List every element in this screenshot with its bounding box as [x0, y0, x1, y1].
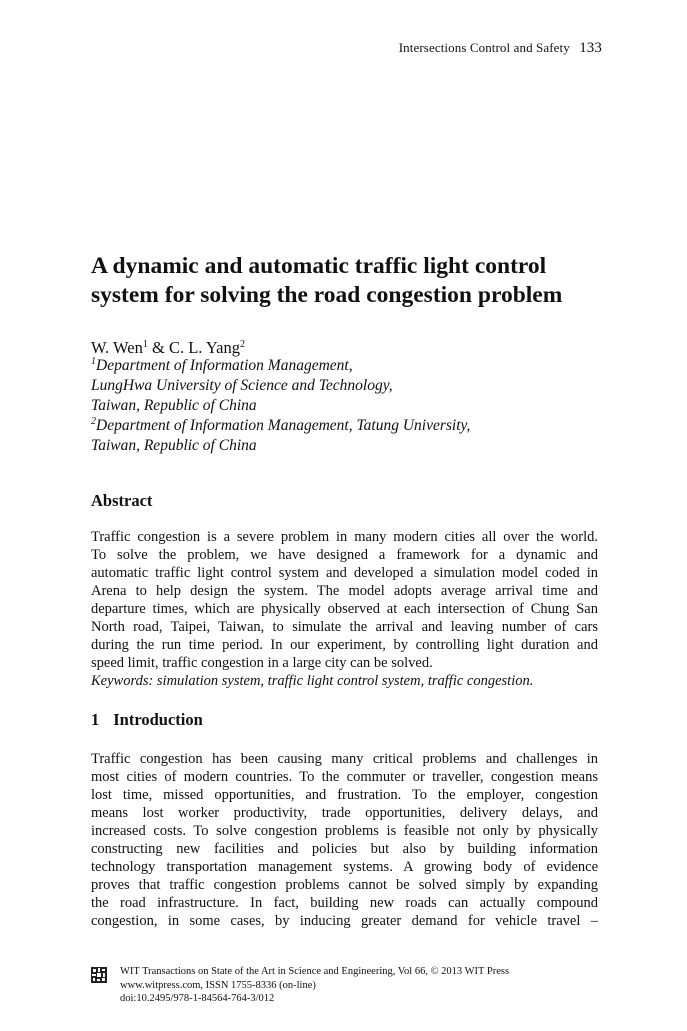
affiliation-line — [91, 416, 611, 436]
paper-title-line-1: A dynamic and automatic traffic light control — [91, 253, 547, 279]
affiliation-text: Department of Information Management, Tatung University, — [96, 417, 471, 434]
abstract-heading: Abstract — [91, 491, 153, 510]
keywords: Keywords: simulation system, traffic light control system, traffic congestion. — [91, 673, 534, 689]
footer-line-2: www.witpress.com, ISSN 1755-8336 (on-line) — [120, 979, 316, 991]
affiliation-line — [91, 376, 611, 396]
abstract-line: automatic traffic light control system and developed a simulation model coded in — [91, 565, 598, 581]
introduction-line: most cities of modern countries. To the commuter or traveller, congestion means — [91, 769, 598, 785]
author-separator: & — [147, 338, 169, 357]
paper-title-line-2: system for solving the road congestion problem — [91, 282, 563, 308]
abstract-line: departure times, which are physically observed at each intersection of Chung San — [91, 601, 598, 617]
section-title: Introduction — [113, 710, 203, 729]
abstract-line: Arena to help design the system. The model adopts average arrival time and — [91, 583, 598, 599]
introduction-line: the road infrastructure. In fact, building new roads can actually compound — [91, 895, 598, 911]
affiliation-line — [91, 396, 611, 416]
affiliation-mark: 1 — [91, 356, 96, 367]
abstract-body — [91, 528, 598, 690]
running-head-title: Intersections Control and Safety — [398, 40, 570, 55]
abstract-line: during the run time period. In our experiment, by controlling light duration and — [91, 637, 598, 653]
section-number: 1 — [91, 710, 100, 729]
author-2: C. L. Yang — [168, 338, 240, 357]
footer-text — [120, 965, 509, 992]
abstract-line: speed limit, traffic congestion in a large city can be solved. — [91, 655, 433, 671]
author-2-affil-mark: 2 — [240, 339, 245, 350]
author-1: W. Wen — [91, 338, 143, 357]
authors — [91, 338, 245, 358]
affiliation-mark: 2 — [91, 416, 96, 427]
introduction-body — [91, 750, 598, 930]
introduction-line: constructing new facilities and policies but also by building information — [91, 841, 598, 857]
wit-press-logo-icon — [91, 967, 107, 983]
doi: doi:10.2495/978-1-84564-764-3/012 — [120, 993, 275, 1004]
introduction-line: proves that traffic congestion problems cannot be solved simply by expanding — [91, 877, 598, 893]
page-number: 133 — [579, 40, 602, 56]
affiliations — [91, 356, 611, 456]
introduction-line: lost time, missed opportunities, and frustration. To the employer, congestion — [91, 787, 598, 803]
introduction-line: congestion, in some cases, by inducing greater demand for vehicle travel – — [91, 913, 598, 929]
abstract-line: Traffic congestion is a severe problem in many modern cities all over the world. — [91, 529, 598, 545]
running-head — [399, 40, 602, 57]
affiliation-text: LungHwa University of Science and Technology, — [91, 377, 393, 394]
affiliation-line — [91, 436, 611, 456]
affiliation-text: Taiwan, Republic of China — [91, 437, 257, 454]
author-1-affil-mark: 1 — [142, 339, 148, 350]
introduction-heading — [91, 710, 203, 730]
introduction-line: Traffic congestion has been causing many critical problems and challenges in — [91, 751, 598, 767]
introduction-line: technology transportation management systems. A growing body of evidence — [91, 859, 598, 875]
abstract-line: North road, Taipei, Taiwan, to simulate the arrival and leaving number of cars — [91, 619, 598, 635]
abstract-line: To solve the problem, we have designed a framework for a dynamic and — [91, 547, 598, 563]
introduction-line: means lost worker productivity, trade opportunities, delivery delays, and — [91, 805, 598, 821]
introduction-line: increased costs. To solve congestion problems is feasible not only by physically — [91, 823, 598, 839]
footer-line-1: WIT Transactions on State of the Art in Science and Engineering, Vol 66, © 2013 WIT Press — [120, 966, 510, 977]
affiliation-line — [91, 356, 611, 376]
affiliation-text: Department of Information Management, — [96, 357, 353, 374]
affiliation-text: Taiwan, Republic of China — [91, 397, 257, 414]
paper-title — [91, 252, 611, 310]
